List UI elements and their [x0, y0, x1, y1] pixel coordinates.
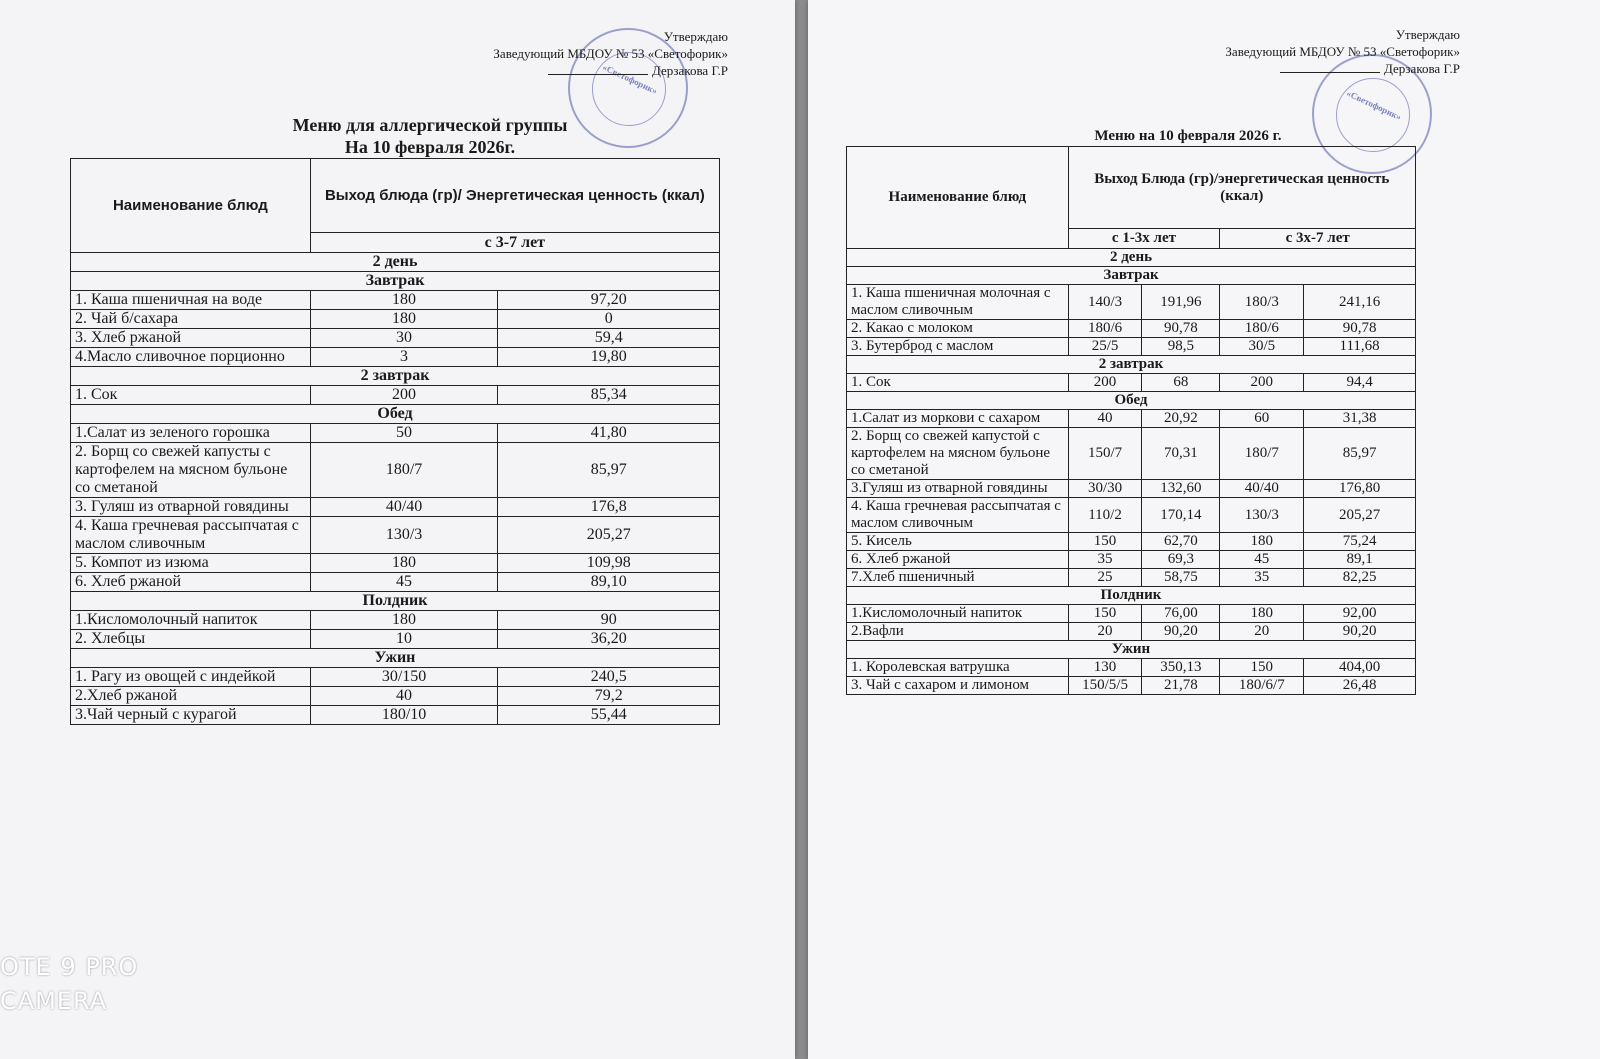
dish-kcal-1-3: 350,13: [1142, 659, 1220, 677]
right-menu-table: [846, 146, 1416, 695]
seal-stamp: «Светофорик»: [568, 28, 688, 148]
dish-kcal: 205,27: [498, 517, 720, 554]
dish-name: 3.Чай черный с курагой: [71, 706, 311, 725]
dish-weight-3-7: 20: [1220, 623, 1304, 641]
table-row: [71, 573, 720, 592]
meal-section-title: Завтрак: [71, 272, 720, 291]
table-row: [71, 443, 720, 498]
dish-kcal-1-3: 70,31: [1142, 428, 1220, 480]
dish-kcal-3-7: 82,25: [1304, 569, 1416, 587]
dish-weight-1-3: 30/30: [1068, 480, 1142, 498]
dish-kcal-3-7: 404,00: [1304, 659, 1416, 677]
meal-section-title: Обед: [847, 392, 1416, 410]
dish-weight: 45: [310, 573, 498, 592]
dish-weight: 180: [310, 310, 498, 329]
dish-name: 3. Чай с сахаром и лимоном: [847, 677, 1069, 695]
dish-name: 2. Борщ со свежей капустой с картофелем на мясном бульоне со сметаной: [847, 428, 1069, 480]
header-output: Выход блюда (гр)/ Энергетическая ценность (ккал): [310, 159, 719, 233]
dish-weight-1-3: 25/5: [1068, 338, 1142, 356]
dish-name: 2. Какао с молоком: [847, 320, 1069, 338]
menu-title: Меню на 10 февраля 2026 г.: [1094, 128, 1282, 144]
dish-kcal-3-7: 89,1: [1304, 551, 1416, 569]
dish-name: 1. Каша пшеничная на воде: [71, 291, 311, 310]
dish-kcal: 109,98: [498, 554, 720, 573]
dish-kcal-1-3: 58,75: [1142, 569, 1220, 587]
table-row: [847, 338, 1416, 356]
meal-section-row: [847, 587, 1416, 605]
dish-kcal-3-7: 94,4: [1304, 374, 1416, 392]
dish-weight: 180/7: [310, 443, 498, 498]
dish-name: 1.Кисломолочный напиток: [847, 605, 1069, 623]
table-row: [847, 410, 1416, 428]
table-row: [847, 605, 1416, 623]
dish-name: 1.Салат из моркови с сахаром: [847, 410, 1069, 428]
meal-section-row: [71, 367, 720, 386]
dish-name: 3. Хлеб ржаной: [71, 329, 311, 348]
table-row: [71, 498, 720, 517]
approval-block: [430, 28, 728, 79]
dish-name: 3.Гуляш из отварной говядины: [847, 480, 1069, 498]
table-row: [847, 480, 1416, 498]
dish-name: 2.Хлеб ржаной: [71, 687, 311, 706]
dish-kcal-3-7: 90,20: [1304, 623, 1416, 641]
dish-kcal-1-3: 90,20: [1142, 623, 1220, 641]
dish-kcal: 97,20: [498, 291, 720, 310]
dish-name: 2. Борщ со свежей капусты с картофелем на мясном бульоне со сметаной: [71, 443, 311, 498]
table-row: [847, 320, 1416, 338]
approve-label: Утверждаю: [663, 29, 728, 44]
dish-name: 1.Салат из зеленого горошка: [71, 424, 311, 443]
table-row: [847, 374, 1416, 392]
dish-weight-1-3: 110/2: [1068, 498, 1142, 533]
meal-section-title: 2 завтрак: [71, 367, 720, 386]
meal-section-row: [847, 641, 1416, 659]
dish-name: 1.Кисломолочный напиток: [71, 611, 311, 630]
dish-weight: 130/3: [310, 517, 498, 554]
table-row: [71, 424, 720, 443]
header-output: Выход Блюда (гр)/энергетическая ценность (ккал): [1068, 147, 1415, 229]
day-label: 2 день: [71, 253, 720, 272]
signature-line: [1280, 72, 1380, 73]
dish-weight-1-3: 200: [1068, 374, 1142, 392]
table-row: [847, 677, 1416, 695]
signature-line: [548, 74, 648, 75]
approve-head: Заведующий МБДОУ № 53 «Светофорик»: [493, 46, 728, 61]
approve-head: Заведующий МБДОУ № 53 «Светофорик»: [1225, 44, 1460, 59]
dish-weight-1-3: 180/6: [1068, 320, 1142, 338]
dish-kcal-1-3: 20,92: [1142, 410, 1220, 428]
dish-name: 7.Хлеб пшеничный: [847, 569, 1069, 587]
dish-weight-3-7: 200: [1220, 374, 1304, 392]
meal-section-title: Ужин: [847, 641, 1416, 659]
dish-name: 4.Масло сливочное порционно: [71, 348, 311, 367]
table-row: [847, 498, 1416, 533]
meal-section-row: [71, 405, 720, 424]
dish-weight-1-3: 40: [1068, 410, 1142, 428]
approve-person: Дерзакова Г.Р: [651, 63, 728, 78]
day-row: [71, 253, 720, 272]
seal-stamp: «Светофорик»: [1312, 54, 1432, 174]
dish-weight-3-7: 40/40: [1220, 480, 1304, 498]
dish-kcal-1-3: 69,3: [1142, 551, 1220, 569]
dish-weight-3-7: 45: [1220, 551, 1304, 569]
dish-weight-3-7: 150: [1220, 659, 1304, 677]
menu-title: Меню для аллергической группы На 10 февраля 2026г.: [292, 115, 568, 157]
dish-weight-1-3: 150: [1068, 605, 1142, 623]
table-row: [847, 551, 1416, 569]
dish-name: 5. Кисель: [847, 533, 1069, 551]
dish-weight: 30/150: [310, 668, 498, 687]
dish-kcal: 89,10: [498, 573, 720, 592]
dish-kcal: 240,5: [498, 668, 720, 687]
dish-kcal-3-7: 241,16: [1304, 285, 1416, 320]
dish-kcal-3-7: 205,27: [1304, 498, 1416, 533]
dish-kcal-3-7: 90,78: [1304, 320, 1416, 338]
dish-weight-3-7: 180/6: [1220, 320, 1304, 338]
table-row: [71, 517, 720, 554]
table-row: [847, 623, 1416, 641]
table-row: [71, 348, 720, 367]
table-row: [847, 428, 1416, 480]
dish-weight: 180: [310, 291, 498, 310]
header-age-3-7: с 3х-7 лет: [1220, 229, 1416, 249]
meal-section-title: Завтрак: [847, 267, 1416, 285]
dish-kcal: 36,20: [498, 630, 720, 649]
dish-kcal: 41,80: [498, 424, 720, 443]
header-age-1-3: с 1-3х лет: [1068, 229, 1220, 249]
day-label: 2 день: [847, 249, 1416, 267]
table-row: [71, 291, 720, 310]
table-row: [71, 706, 720, 725]
approve-label: Утверждаю: [1395, 27, 1460, 42]
dish-kcal-1-3: 62,70: [1142, 533, 1220, 551]
dish-name: 4. Каша гречневая рассыпчатая с маслом сливочным: [71, 517, 311, 554]
meal-section-row: [847, 392, 1416, 410]
camera-watermark: OTE 9 PRO CAMERA: [0, 953, 139, 1015]
dish-weight: 10: [310, 630, 498, 649]
dish-name: 4. Каша гречневая рассыпчатая с маслом сливочным: [847, 498, 1069, 533]
dish-kcal: 85,34: [498, 386, 720, 405]
approval-block: [1160, 26, 1460, 77]
meal-section-title: Ужин: [71, 649, 720, 668]
left-menu-table: [70, 158, 720, 725]
dish-name: 1. Каша пшеничная молочная с маслом сливочным: [847, 285, 1069, 320]
dish-weight-3-7: 180: [1220, 533, 1304, 551]
dish-kcal-1-3: 98,5: [1142, 338, 1220, 356]
dish-weight-3-7: 35: [1220, 569, 1304, 587]
dish-weight-3-7: 180: [1220, 605, 1304, 623]
meal-section-row: [71, 649, 720, 668]
dish-weight: 30: [310, 329, 498, 348]
dish-weight: 180: [310, 611, 498, 630]
header-dish-name: Наименование блюд: [71, 159, 311, 253]
meal-section-title: Полдник: [71, 592, 720, 611]
dish-kcal-1-3: 21,78: [1142, 677, 1220, 695]
dish-kcal-1-3: 191,96: [1142, 285, 1220, 320]
dish-name: 1. Королевская ватрушка: [847, 659, 1069, 677]
dish-name: 1. Рагу из овощей с индейкой: [71, 668, 311, 687]
dish-weight-3-7: 130/3: [1220, 498, 1304, 533]
dish-weight: 200: [310, 386, 498, 405]
meal-section-row: [71, 272, 720, 291]
meal-section-title: Обед: [71, 405, 720, 424]
dish-kcal-1-3: 68: [1142, 374, 1220, 392]
dish-weight-1-3: 25: [1068, 569, 1142, 587]
dish-kcal-3-7: 92,00: [1304, 605, 1416, 623]
dish-kcal-3-7: 31,38: [1304, 410, 1416, 428]
dish-weight-1-3: 150: [1068, 533, 1142, 551]
table-row: [71, 329, 720, 348]
dish-kcal: 0: [498, 310, 720, 329]
dish-kcal-3-7: 75,24: [1304, 533, 1416, 551]
header-age-group: с 3-7 лет: [310, 233, 719, 253]
dish-name: 1. Сок: [847, 374, 1069, 392]
dish-weight: 180/10: [310, 706, 498, 725]
dish-kcal: 85,97: [498, 443, 720, 498]
dish-weight: 50: [310, 424, 498, 443]
dish-weight-3-7: 180/7: [1220, 428, 1304, 480]
dish-name: 6. Хлеб ржаной: [71, 573, 311, 592]
dish-name: 2. Хлебцы: [71, 630, 311, 649]
dish-kcal: 79,2: [498, 687, 720, 706]
dish-weight-3-7: 180/3: [1220, 285, 1304, 320]
table-row: [847, 285, 1416, 320]
dish-kcal-3-7: 176,80: [1304, 480, 1416, 498]
day-row: [847, 249, 1416, 267]
dish-weight: 40: [310, 687, 498, 706]
dish-weight-1-3: 150/7: [1068, 428, 1142, 480]
dish-weight-3-7: 60: [1220, 410, 1304, 428]
dish-kcal: 90: [498, 611, 720, 630]
dish-name: 2.Вафли: [847, 623, 1069, 641]
dish-weight-1-3: 130: [1068, 659, 1142, 677]
dish-kcal-1-3: 132,60: [1142, 480, 1220, 498]
dish-weight-1-3: 20: [1068, 623, 1142, 641]
table-row: [71, 310, 720, 329]
table-row: [847, 569, 1416, 587]
meal-section-title: Полдник: [847, 587, 1416, 605]
dish-weight-3-7: 180/6/7: [1220, 677, 1304, 695]
table-row: [71, 687, 720, 706]
dish-name: 6. Хлеб ржаной: [847, 551, 1069, 569]
left-menu-sheet: [0, 0, 795, 1059]
table-row: [847, 659, 1416, 677]
dish-name: 3. Бутерброд с маслом: [847, 338, 1069, 356]
meal-section-title: 2 завтрак: [847, 356, 1416, 374]
dish-kcal-1-3: 76,00: [1142, 605, 1220, 623]
dish-kcal-3-7: 26,48: [1304, 677, 1416, 695]
dish-kcal: 19,80: [498, 348, 720, 367]
header-dish-name: Наименование блюд: [847, 147, 1069, 249]
meal-section-row: [847, 267, 1416, 285]
dish-kcal: 55,44: [498, 706, 720, 725]
dish-weight-1-3: 140/3: [1068, 285, 1142, 320]
dish-weight: 180: [310, 554, 498, 573]
meal-section-row: [847, 356, 1416, 374]
table-row: [71, 611, 720, 630]
dish-name: 2. Чай б/сахара: [71, 310, 311, 329]
approve-person: Дерзакова Г.Р: [1383, 61, 1460, 76]
dish-name: 1. Сок: [71, 386, 311, 405]
table-row: [71, 668, 720, 687]
meal-section-row: [71, 592, 720, 611]
dish-weight: 40/40: [310, 498, 498, 517]
dish-kcal-3-7: 85,97: [1304, 428, 1416, 480]
dish-name: 3. Гуляш из отварной говядины: [71, 498, 311, 517]
table-row: [847, 533, 1416, 551]
dish-kcal: 176,8: [498, 498, 720, 517]
dish-weight: 3: [310, 348, 498, 367]
dish-weight-1-3: 150/5/5: [1068, 677, 1142, 695]
dish-kcal-1-3: 170,14: [1142, 498, 1220, 533]
dish-kcal-3-7: 111,68: [1304, 338, 1416, 356]
dish-kcal-1-3: 90,78: [1142, 320, 1220, 338]
table-row: [71, 630, 720, 649]
dish-weight-3-7: 30/5: [1220, 338, 1304, 356]
table-row: [71, 386, 720, 405]
dish-weight-1-3: 35: [1068, 551, 1142, 569]
dish-kcal: 59,4: [498, 329, 720, 348]
dish-name: 5. Компот из изюма: [71, 554, 311, 573]
table-row: [71, 554, 720, 573]
